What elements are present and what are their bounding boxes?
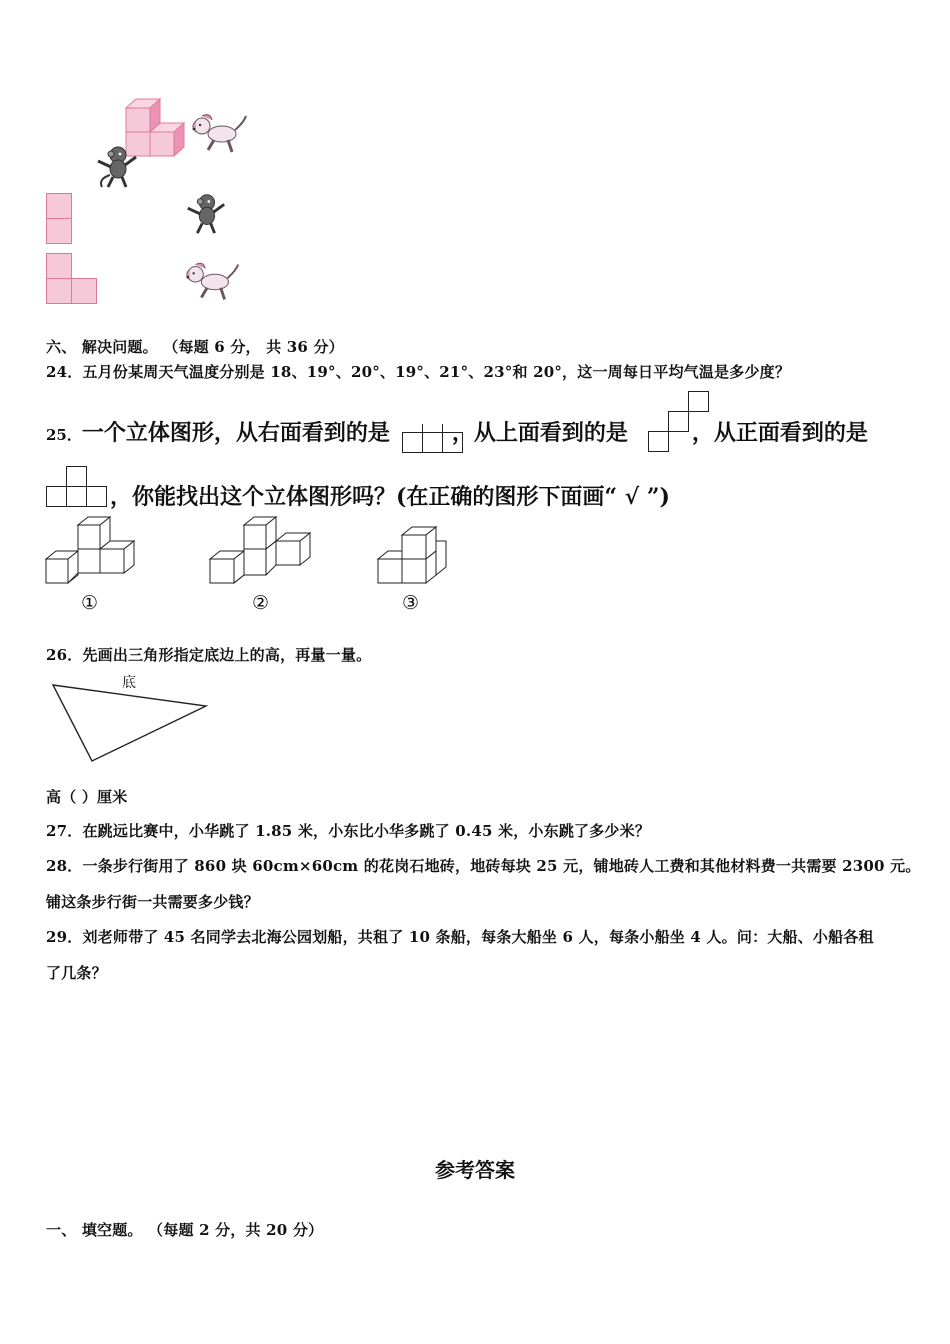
option-label-2: ②	[252, 592, 270, 614]
top-view-squares	[648, 391, 712, 455]
option-solid-1	[44, 515, 144, 587]
monkey-icon	[92, 143, 140, 189]
option-solid-3	[376, 523, 456, 587]
question-27: 27．在跳远比赛中，小华跳了 1.85 米，小东比小华多跳了 0.45 米，小东跳了多少米？	[46, 822, 651, 840]
triangle-figure	[50, 682, 210, 764]
section6-heading: 六、 解决问题。 （每题 6 分， 共 36 分）	[46, 338, 344, 356]
question-25-line2: ，你能找出这个立体图形吗？(在正确的图形下面画“ √ ”)	[110, 484, 670, 510]
question-25-text-part1: 一个立体图形，从右面看到的是	[81, 420, 390, 446]
triangle-base-label: 底	[122, 675, 136, 691]
question-24: 24．五月份某周天气温度分别是 18、19°、20°、19°、21°、23°和 20°，这一周每日平均气温是多少度？	[46, 363, 791, 381]
question-29-line1: 29．刘老师带了 45 名同学去北海公园划船，共租了 10 条船，每条大船坐 6 人，每条小船坐 4 人。问：大船、小船各租	[46, 928, 874, 946]
question-26-answer-line: 高（ ）厘米	[46, 788, 128, 806]
front-view-squares	[46, 466, 110, 508]
view-vertical-squares	[46, 193, 74, 245]
answers-title: 参考答案	[435, 1158, 515, 1182]
option-label-3: ③	[402, 592, 420, 614]
question-29-line2: 了几条？	[46, 964, 107, 982]
answers-section1-heading: 一、 填空题。 （每题 2 分，共 20 分）	[46, 1221, 324, 1239]
monkey-icon	[182, 190, 228, 236]
option-label-1: ①	[81, 592, 99, 614]
view-l-shape-squares	[46, 253, 100, 305]
question-25-text-part3: ，从正面看到的是	[691, 420, 868, 446]
question-28-line2: 铺这条步行街一共需要多少钱？	[46, 893, 259, 911]
question-25-text-part2: ，从上面看到的是	[451, 420, 628, 446]
dog-icon	[188, 112, 250, 156]
question-25-number: 25．	[46, 426, 82, 444]
option-solid-2	[208, 515, 318, 587]
dog-icon	[182, 260, 242, 304]
question-28-line1: 28．一条步行街用了 860 块 60cm×60cm 的花岗石地砖，地砖每块 25 元，铺地砖人工费和其他材料费一共需要 2300 元。	[46, 857, 921, 875]
question-26: 26．先画出三角形指定底边上的高，再量一量。	[46, 646, 372, 664]
right-view-squares	[402, 412, 466, 454]
